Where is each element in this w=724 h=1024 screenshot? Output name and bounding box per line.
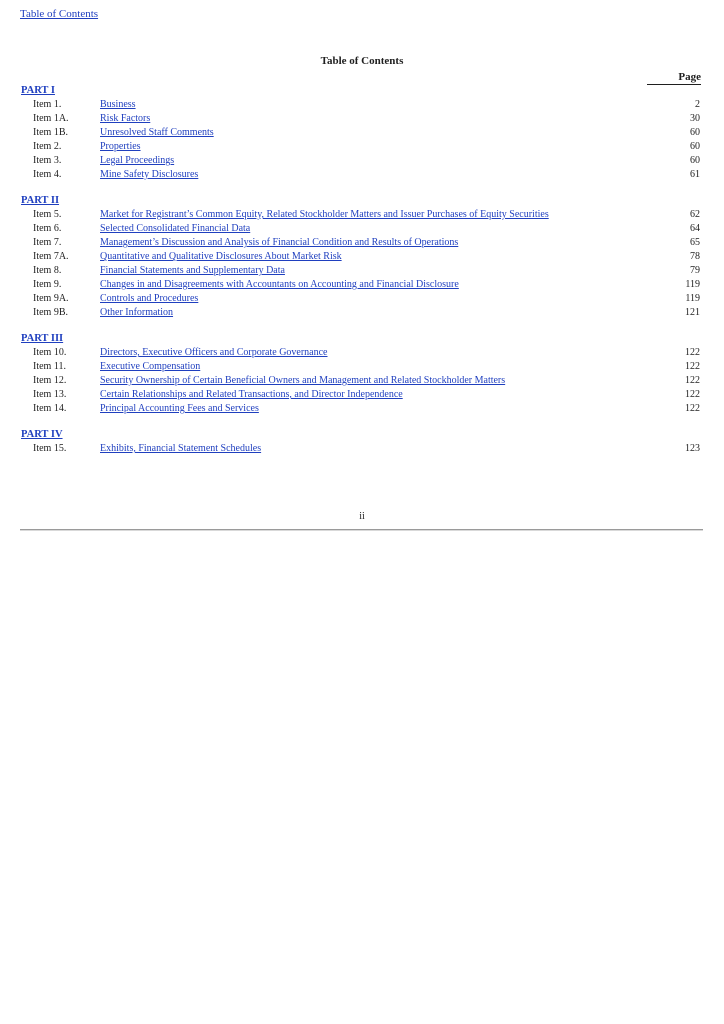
toc-row — [20, 360, 702, 374]
item-title-cell — [100, 306, 660, 320]
item-number: Item 6. — [33, 223, 62, 234]
toc-row — [20, 442, 702, 456]
toc-row — [20, 388, 702, 402]
toc-row — [20, 208, 702, 222]
item-number: Item 10. — [33, 347, 67, 358]
page-number: 119 — [685, 293, 700, 304]
page-number: 122 — [685, 389, 700, 400]
page-number: 65 — [690, 237, 700, 248]
page-number: 64 — [690, 223, 700, 234]
page-number: 60 — [690, 127, 700, 138]
item-title-link[interactable]: Unresolved Staff Comments — [100, 127, 214, 138]
page-title: Table of Contents — [320, 55, 404, 67]
item-number: Item 15. — [33, 443, 67, 454]
item-title-cell — [100, 112, 660, 126]
item-title-cell — [100, 264, 660, 278]
page-number: 122 — [685, 375, 700, 386]
part-link[interactable]: PART IV — [21, 429, 63, 440]
item-title-cell — [100, 168, 660, 182]
page-number: 123 — [685, 443, 700, 454]
item-title-link[interactable]: Directors, Executive Officers and Corporate Governance — [100, 347, 328, 358]
toc-row — [20, 374, 702, 388]
item-number: Item 7. — [33, 237, 62, 248]
part-heading — [20, 84, 702, 98]
table-of-contents — [20, 84, 702, 456]
part-section — [20, 332, 702, 416]
item-title-cell — [100, 402, 660, 416]
page-number: 78 — [690, 251, 700, 262]
toc-row — [20, 98, 702, 112]
part-heading — [20, 194, 702, 208]
item-title-link[interactable]: Quantitative and Qualitative Disclosures About Market Risk — [100, 251, 342, 262]
page-number: 122 — [685, 347, 700, 358]
item-title-cell — [100, 126, 660, 140]
page-number: 2 — [695, 99, 700, 110]
toc-row — [20, 346, 702, 360]
toc-row — [20, 154, 702, 168]
page-number: 61 — [690, 169, 700, 180]
item-title-link[interactable]: Principal Accounting Fees and Services — [100, 403, 259, 414]
item-number: Item 3. — [33, 155, 62, 166]
item-title-link[interactable]: Security Ownership of Certain Beneficial Owners and Management and Related Stockholder Matters — [100, 375, 506, 386]
page-number: 119 — [685, 279, 700, 290]
item-title-link[interactable]: Management’s Discussion and Analysis of Financial Condition and Results of Operations — [100, 237, 459, 248]
page-number: 60 — [690, 141, 700, 152]
toc-row — [20, 264, 702, 278]
item-title-cell — [100, 222, 660, 236]
item-number: Item 14. — [33, 403, 67, 414]
item-title-link[interactable]: Financial Statements and Supplementary Data — [100, 265, 285, 276]
toc-row — [20, 222, 702, 236]
page-number: 60 — [690, 155, 700, 166]
toc-row — [20, 140, 702, 154]
footer-divider — [20, 529, 703, 531]
item-title-link[interactable]: Market for Registrant’s Common Equity, Related Stockholder Matters and Issuer Purchases of Equity Securities — [100, 209, 549, 220]
item-title-cell — [100, 346, 660, 360]
item-number: Item 1A. — [33, 113, 69, 124]
item-number: Item 5. — [33, 209, 62, 220]
item-title-cell — [100, 278, 660, 292]
page-number: 122 — [685, 361, 700, 372]
table-of-contents-link[interactable]: Table of Contents — [20, 8, 99, 20]
footer-page-number: ii — [359, 511, 365, 522]
item-title-link[interactable]: Other Information — [100, 307, 174, 318]
item-title-cell — [100, 140, 660, 154]
item-title-link[interactable]: Controls and Procedures — [100, 293, 199, 304]
page-number: 122 — [685, 403, 700, 414]
item-title-link[interactable]: Executive Compensation — [100, 361, 201, 372]
part-link[interactable]: PART III — [21, 333, 64, 344]
item-number: Item 9. — [33, 279, 62, 290]
item-title-link[interactable]: Risk Factors — [100, 113, 151, 124]
item-number: Item 1. — [33, 99, 62, 110]
item-number: Item 2. — [33, 141, 62, 152]
page-number: 62 — [690, 209, 700, 220]
page-number: 30 — [690, 113, 700, 124]
item-title-cell — [100, 154, 660, 168]
item-title-link[interactable]: Business — [100, 99, 136, 110]
page-number: 121 — [685, 307, 700, 318]
toc-row — [20, 292, 702, 306]
item-number: Item 8. — [33, 265, 62, 276]
item-title-link[interactable]: Properties — [100, 141, 141, 152]
item-number: Item 1B. — [33, 127, 68, 138]
item-number: Item 9A. — [33, 293, 69, 304]
item-number: Item 9B. — [33, 307, 68, 318]
page-number: 79 — [690, 265, 700, 276]
item-number: Item 13. — [33, 389, 67, 400]
part-link[interactable]: PART II — [21, 195, 60, 206]
item-number: Item 4. — [33, 169, 62, 180]
item-title-cell — [100, 292, 660, 306]
item-title-link[interactable]: Changes in and Disagreements with Accountants on Accounting and Financial Disclosure — [100, 279, 459, 290]
item-title-cell — [100, 374, 660, 388]
item-number: Item 11. — [33, 361, 66, 372]
toc-row — [20, 278, 702, 292]
part-section — [20, 428, 702, 456]
item-title-cell — [100, 250, 660, 264]
item-title-cell — [100, 98, 660, 112]
toc-row — [20, 250, 702, 264]
item-title-cell — [100, 236, 660, 250]
page-column-header: Page — [647, 71, 701, 85]
toc-row — [20, 126, 702, 140]
item-title-link[interactable]: Selected Consolidated Financial Data — [100, 223, 251, 234]
toc-row — [20, 402, 702, 416]
part-heading — [20, 332, 702, 346]
item-title-cell — [100, 360, 660, 374]
item-title-link[interactable]: Mine Safety Disclosures — [100, 169, 199, 180]
item-title-cell — [100, 388, 660, 402]
item-title-link[interactable]: Exhibits, Financial Statement Schedules — [100, 443, 262, 454]
item-title-cell — [100, 208, 660, 222]
item-number: Item 12. — [33, 375, 67, 386]
toc-row — [20, 168, 702, 182]
toc-row — [20, 112, 702, 126]
item-title-link[interactable]: Certain Relationships and Related Transactions, and Director Independence — [100, 389, 403, 400]
part-section — [20, 84, 702, 182]
toc-row — [20, 236, 702, 250]
part-section — [20, 194, 702, 320]
toc-row — [20, 306, 702, 320]
part-link[interactable]: PART I — [21, 85, 55, 96]
item-title-link[interactable]: Legal Proceedings — [100, 155, 175, 166]
part-heading — [20, 428, 702, 442]
item-title-cell — [100, 442, 660, 456]
item-number: Item 7A. — [33, 251, 69, 262]
